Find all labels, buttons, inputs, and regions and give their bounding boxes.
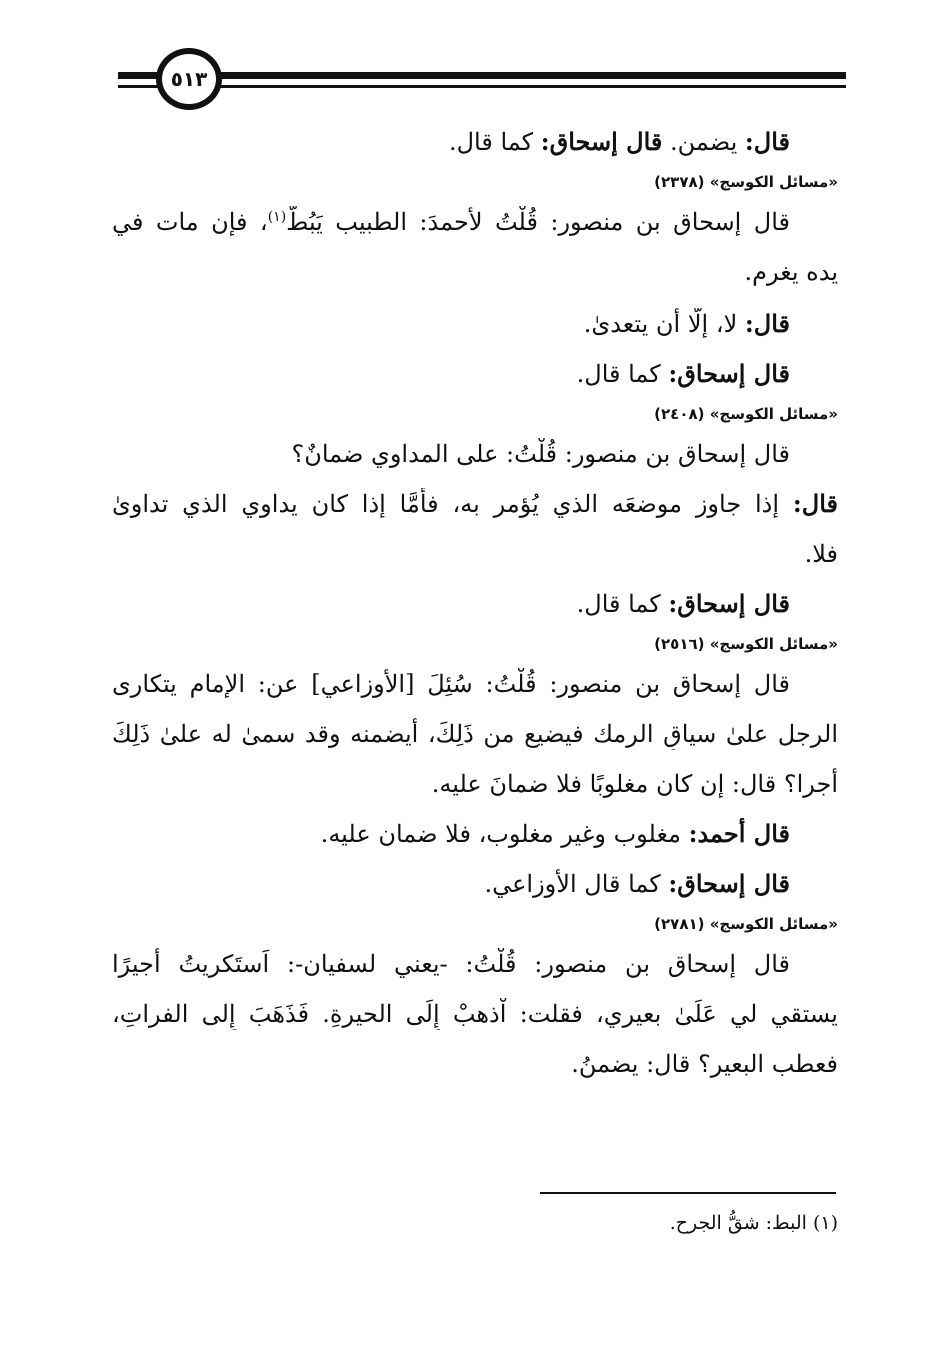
question-line: قال إسحاق بن منصور: قُلْتُ: على المداوي ضمانٌ؟ <box>291 440 790 468</box>
paragraph-answer <box>112 308 838 340</box>
answer-text: كما قال. <box>576 590 661 618</box>
answer-text: إذا جاوز موضعَه الذي يُؤمر به، فأمَّا إذا كان يداوي الذي تداوىٰ <box>112 490 780 518</box>
footnote-ref[interactable]: (١) <box>267 209 287 225</box>
question-line: يستقي لي عَلَىٰ بعيري، فقلت: اْذهبْ إِلَى الحيرةِ. فَذَهَبَ إِلى الفراتِ، <box>112 1000 838 1028</box>
paragraph-answer <box>112 588 838 620</box>
question-line: قال إسحاق بن منصور: قُلْتُ: -يعني لسفيان-: اَستَكريتُ أجيرًا <box>112 950 790 978</box>
footnote <box>670 1210 838 1236</box>
question-line: قال إسحاق بن منصور: قُلْتُ: سُئِلَ [الأوزاعي] عن: الإمام يتكارى <box>112 670 790 698</box>
source-citation: «مسائل الكوسج» (٢٤٠٨) <box>654 405 838 423</box>
speaker-label: قال إسحاق: <box>540 127 663 156</box>
question-line: أجرا؟ قال: إن كان مغلوبًا فلا ضمانَ عليه. <box>431 770 838 798</box>
question-text: قال إسحاق بن منصور: قُلْتُ لأحمدَ: الطبيب يَبُطُّ <box>286 208 791 236</box>
footnote-number: (١) <box>812 1212 838 1234</box>
question-line: يده يغرم. <box>744 258 838 286</box>
page-number-badge <box>156 48 222 110</box>
speaker-label: قال إسحاق: <box>668 359 790 388</box>
page-body <box>112 126 838 1080</box>
question-line: الرجل علىٰ سياقِ الرمك فيضيع من ذَلِكَ، أيضمنه وقد سمىٰ له علىٰ ذَلِكَ <box>112 720 838 748</box>
page-header <box>118 46 846 116</box>
speaker-label: قال إسحاق: <box>668 869 790 898</box>
paragraph-answer <box>112 126 838 158</box>
question-line: فعطب البعير؟ قال: يضمنُ. <box>571 1050 838 1078</box>
speaker-label: قال أحمد: <box>688 819 790 848</box>
source-citation: «مسائل الكوسج» (٢٥١٦) <box>654 635 838 653</box>
footnote-text: البط: شقُّ الجرح. <box>669 1212 807 1234</box>
question-line <box>112 206 838 238</box>
header-rule-thick <box>118 72 846 79</box>
paragraph-answer <box>112 358 838 390</box>
source-citation: «مسائل الكوسج» (٢٧٨١) <box>654 915 838 933</box>
paragraph-answer <box>112 818 838 850</box>
speaker-label: قال: <box>792 489 838 518</box>
answer-text: كما قال الأوزاعي. <box>484 870 661 898</box>
answer-line: فلا. <box>804 540 838 568</box>
paragraph-answer <box>112 868 838 900</box>
paragraph-answer <box>112 488 838 520</box>
answer-text: يضمن. <box>670 128 738 156</box>
speaker-label: قال إسحاق: <box>668 589 790 618</box>
speaker-label: قال: <box>744 127 790 156</box>
answer-text: كما قال. <box>448 128 534 156</box>
page-number: ٥١٣ <box>170 67 208 91</box>
question-text: ، فإن مات في <box>112 208 268 236</box>
answer-text: كما قال. <box>576 360 661 388</box>
answer-text: لا، إلَّا أن يتعدىٰ. <box>583 310 738 338</box>
source-citation: «مسائل الكوسج» (٢٣٧٨) <box>654 173 838 191</box>
speaker-label: قال: <box>744 309 790 338</box>
answer-text: مغلوب وغير مغلوب، فلا ضمان عليه. <box>320 820 681 848</box>
header-rule-thin <box>118 85 846 88</box>
footnote-divider <box>540 1192 836 1194</box>
